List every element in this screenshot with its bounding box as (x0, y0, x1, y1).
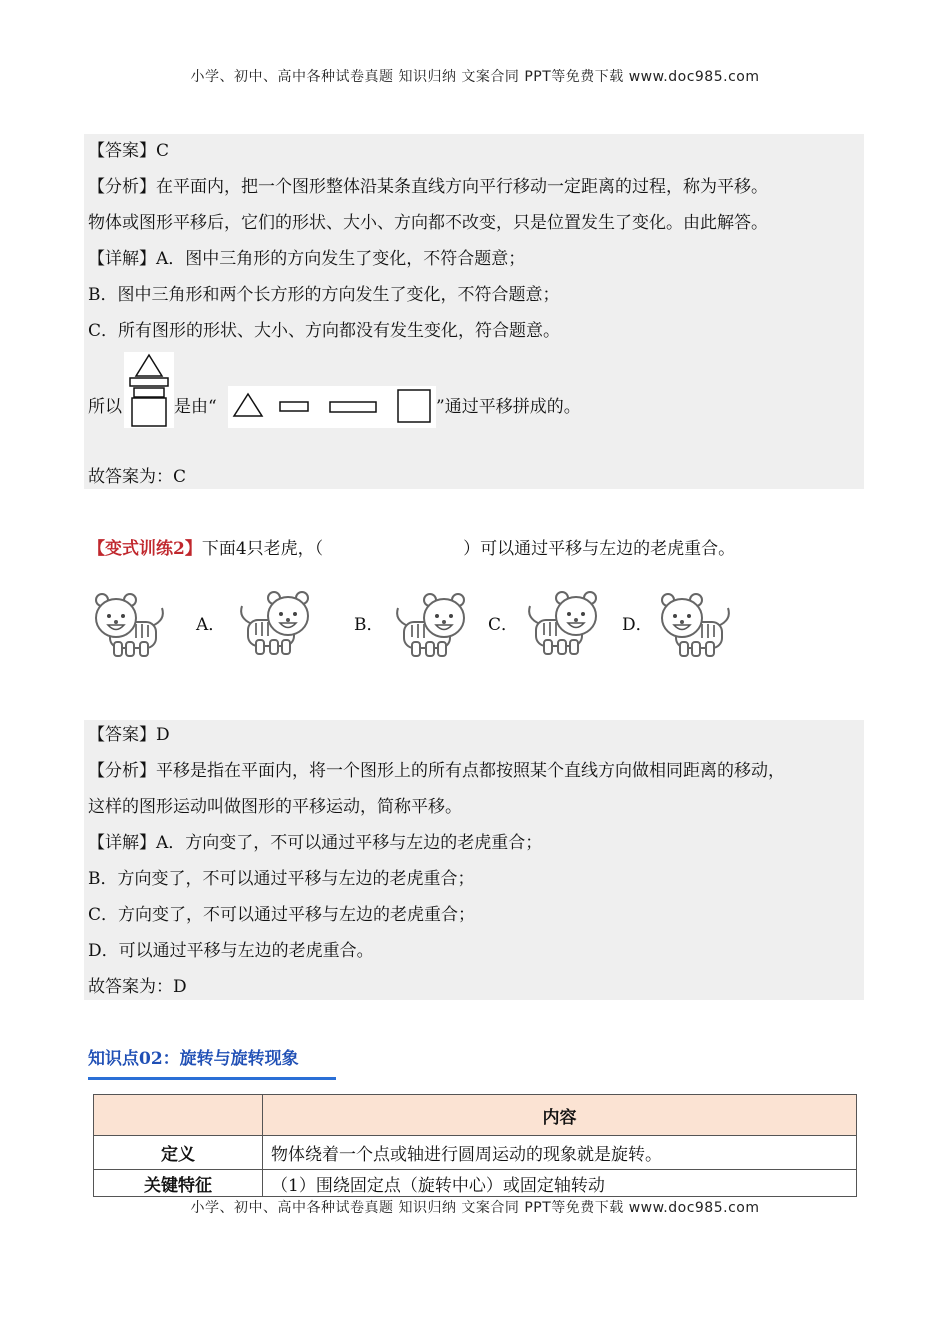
component-shapes-figure (228, 386, 436, 428)
tiger-option-b[interactable] (388, 592, 468, 658)
through-translation-text: ”通过平移拼成的。 (436, 397, 581, 417)
detail-line-c: C．方向变了，不可以通过平移与左边的老虎重合； (88, 905, 476, 925)
knowledge-point-title: 知识点02：旋转与旋转现象 (88, 1049, 299, 1069)
option-b-label: B． (354, 615, 384, 635)
conclusion-line: 故答案为：D (88, 977, 187, 997)
answer-line: 【答案】D (88, 725, 170, 745)
table-row (94, 1136, 857, 1170)
tiger-option-a[interactable] (232, 590, 312, 656)
page-footer: 小学、初中、高中各种试卷真题 知识归纳 文案合同 PPT等免费下载 www.doc985.com (190, 1200, 760, 1216)
option-c-label: C． (488, 615, 519, 635)
table-row (94, 1170, 857, 1197)
tiger-option-d[interactable] (658, 592, 738, 658)
answer-line: 【答案】C (88, 141, 170, 161)
row-content: 物体绕着一个点或轴进行圆周运动的现象就是旋转。 (263, 1136, 857, 1170)
option-d-label: D． (622, 615, 653, 635)
so-prefix: 所以 (88, 397, 122, 417)
analysis-line-2: 物体或图形平移后，它们的形状、大小、方向都不改变，只是位置发生了变化。由此解答。 (88, 213, 768, 233)
tiger-option-c[interactable] (520, 590, 600, 656)
detail-line-c: C．所有图形的形状、大小、方向都没有发生变化，符合题意。 (88, 321, 561, 341)
detail-line-d: D．可以通过平移与左边的老虎重合。 (88, 941, 374, 961)
exercise-2-question (88, 538, 735, 560)
page-header: 小学、初中、高中各种试卷真题 知识归纳 文案合同 PPT等免费下载 www.doc985.com (190, 69, 760, 85)
analysis-line-1: 【分析】平移是指在平面内，将一个图形上的所有点都按照某个直线方向做相同距离的移动， (88, 761, 785, 781)
detail-line-b: B．图中三角形和两个长方形的方向发生了变化，不符合题意； (88, 285, 560, 305)
exercise-label: 【变式训练2】 (88, 539, 202, 559)
analysis-line-2: 这样的图形运动叫做图形的平移运动，简称平移。 (88, 797, 462, 817)
composite-shape-figure (124, 352, 174, 428)
reference-tiger (92, 592, 172, 658)
knowledge-table (93, 1094, 857, 1197)
table-corner-cell (94, 1095, 263, 1136)
detail-line-a: 【详解】A．图中三角形的方向发生了变化，不符合题意； (88, 249, 526, 269)
detail-line-a: 【详解】A．方向变了，不可以通过平移与左边的老虎重合； (88, 833, 543, 853)
row-label: 定义 (94, 1136, 263, 1170)
solution-box-1 (84, 134, 864, 489)
table-header-content: 内容 (263, 1095, 857, 1136)
detail-line-b: B．方向变了，不可以通过平移与左边的老虎重合； (88, 869, 475, 889)
question-text: 下面4只老虎，（ (201, 539, 324, 559)
question-end: ）可以通过平移与左边的老虎重合。 (463, 539, 736, 559)
row-label: 关键特征 (94, 1170, 263, 1197)
solution-box-2 (84, 720, 864, 1000)
title-underline (88, 1077, 336, 1080)
row-content: （1）围绕固定点（旋转中心）或固定轴转动 (263, 1170, 857, 1197)
analysis-line-1: 【分析】在平面内，把一个图形整体沿某条直线方向平行移动一定距离的过程，称为平移。 (88, 177, 768, 197)
is-from-text: 是由“ (174, 397, 217, 417)
conclusion-line: 故答案为：C (88, 467, 187, 487)
option-a-label: A． (196, 615, 226, 635)
